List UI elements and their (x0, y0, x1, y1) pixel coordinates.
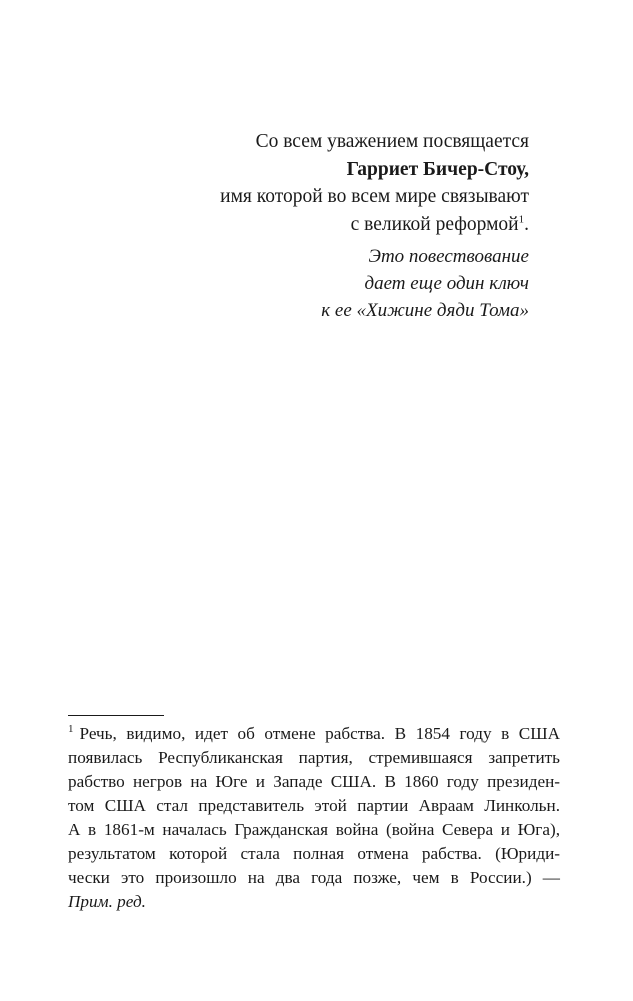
epigraph-line-3: к ее «Хижине дяди Тома» (321, 300, 529, 321)
footnote-line-2: появилась Республиканская партия, стремившаяся запретить (68, 748, 560, 767)
footnote-line-1-text: Речь, видимо, идет об отмене рабства. В 1854 году в США (79, 724, 560, 743)
footnote-number: 1 (68, 723, 74, 736)
dedication-line-1: Со всем уважением посвящается (255, 131, 529, 152)
dedication (69, 128, 529, 238)
dedication-line-3: имя которой во всем мире связывают (220, 186, 529, 207)
footnote (68, 722, 560, 914)
footnote-line-7: чески это произошло на два года позже, чем в России.) — (68, 868, 560, 887)
epigraph (69, 243, 529, 324)
footnote-line-4: том США стал представитель этой партии Авраам Линкольн. (68, 796, 560, 815)
epigraph-line-1: Это повествование (368, 246, 529, 267)
footnote-line-6: результатом которой стала полная отмена рабства. (Юриди- (68, 844, 560, 863)
dedicatee-name: Гарриет Бичер-Стоу, (346, 158, 529, 180)
dedication-line-4-text: с великой реформой (350, 213, 519, 235)
footnote-line-3: рабство негров на Юге и Западе США. В 1860 году президен- (68, 772, 560, 791)
footnote-divider (68, 715, 164, 716)
footnote-line-5: А в 1861-м началась Гражданская война (война Севера и Юга), (68, 820, 560, 839)
footnote-signature: Прим. ред. (68, 892, 146, 911)
dedication-line-4-end: . (524, 213, 529, 235)
epigraph-line-2: дает еще один ключ (364, 273, 529, 294)
footnote-line-1 (68, 722, 560, 746)
dedication-line-4 (69, 211, 529, 239)
footnote-reference[interactable]: 1 (518, 213, 525, 225)
